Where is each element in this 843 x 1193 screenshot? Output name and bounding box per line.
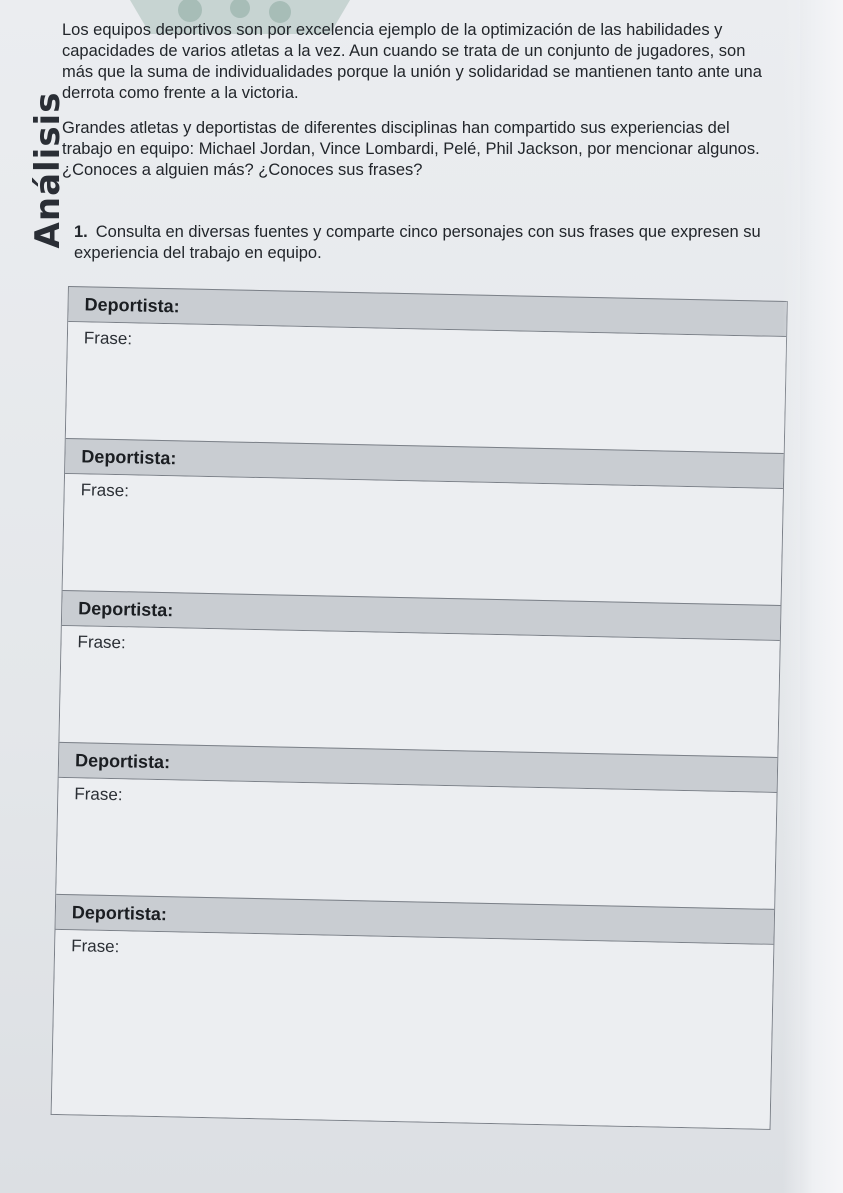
quote-field[interactable] <box>56 778 776 909</box>
answer-block <box>51 894 775 1130</box>
page-edge <box>783 0 843 1193</box>
instruction-number: 1. <box>74 223 88 241</box>
instruction-text: Consulta en diversas fuentes y comparte cinco personajes con sus frases que expresen su experiencia del trabajo en equipo. <box>74 223 761 262</box>
answer-block <box>62 438 785 605</box>
section-label-analisis: Análisis <box>28 91 68 249</box>
intro-text <box>62 20 762 195</box>
answer-block <box>55 742 778 909</box>
athlete-header: Deportista: <box>56 894 775 945</box>
quote-field[interactable] <box>63 474 783 605</box>
athlete-header: Deportista: <box>62 590 781 641</box>
quote-field[interactable] <box>66 322 786 453</box>
quote-label: Frase: <box>80 480 130 501</box>
athlete-header: Deportista: <box>59 742 778 793</box>
quote-field[interactable] <box>52 930 774 1129</box>
answer-table <box>51 286 788 1130</box>
answer-block <box>58 590 781 757</box>
athlete-header: Deportista: <box>65 438 784 489</box>
answer-block <box>65 286 788 453</box>
quote-field[interactable] <box>59 626 779 757</box>
quote-label: Frase: <box>83 328 133 349</box>
intro-paragraph-1: Los equipos deportivos son por excelencia ejemplo de la optimización de las habilidades y capacidades de varios atletas a la vez. Aun cuando se trata de un conjunto de jugadores, son más que la suma de individualidades porque la unión y solidaridad se mantienen tanto ante una derrota como frente a la victoria. <box>62 21 762 102</box>
quote-label: Frase: <box>77 632 126 653</box>
intro-paragraph-2: Grandes atletas y deportistas de diferentes disciplinas han compartido sus experiencias del trabajo en equipo: Michael Jordan, Vince Lombardi, Pelé, Phil Jackson, por mencionar algunos. ¿Conoces a alguien más? ¿Conoces sus frases? <box>62 119 760 179</box>
athlete-header: Deportista: <box>68 286 787 337</box>
quote-label: Frase: <box>74 784 123 805</box>
activity-instruction <box>74 222 774 264</box>
quote-label: Frase: <box>70 936 120 957</box>
